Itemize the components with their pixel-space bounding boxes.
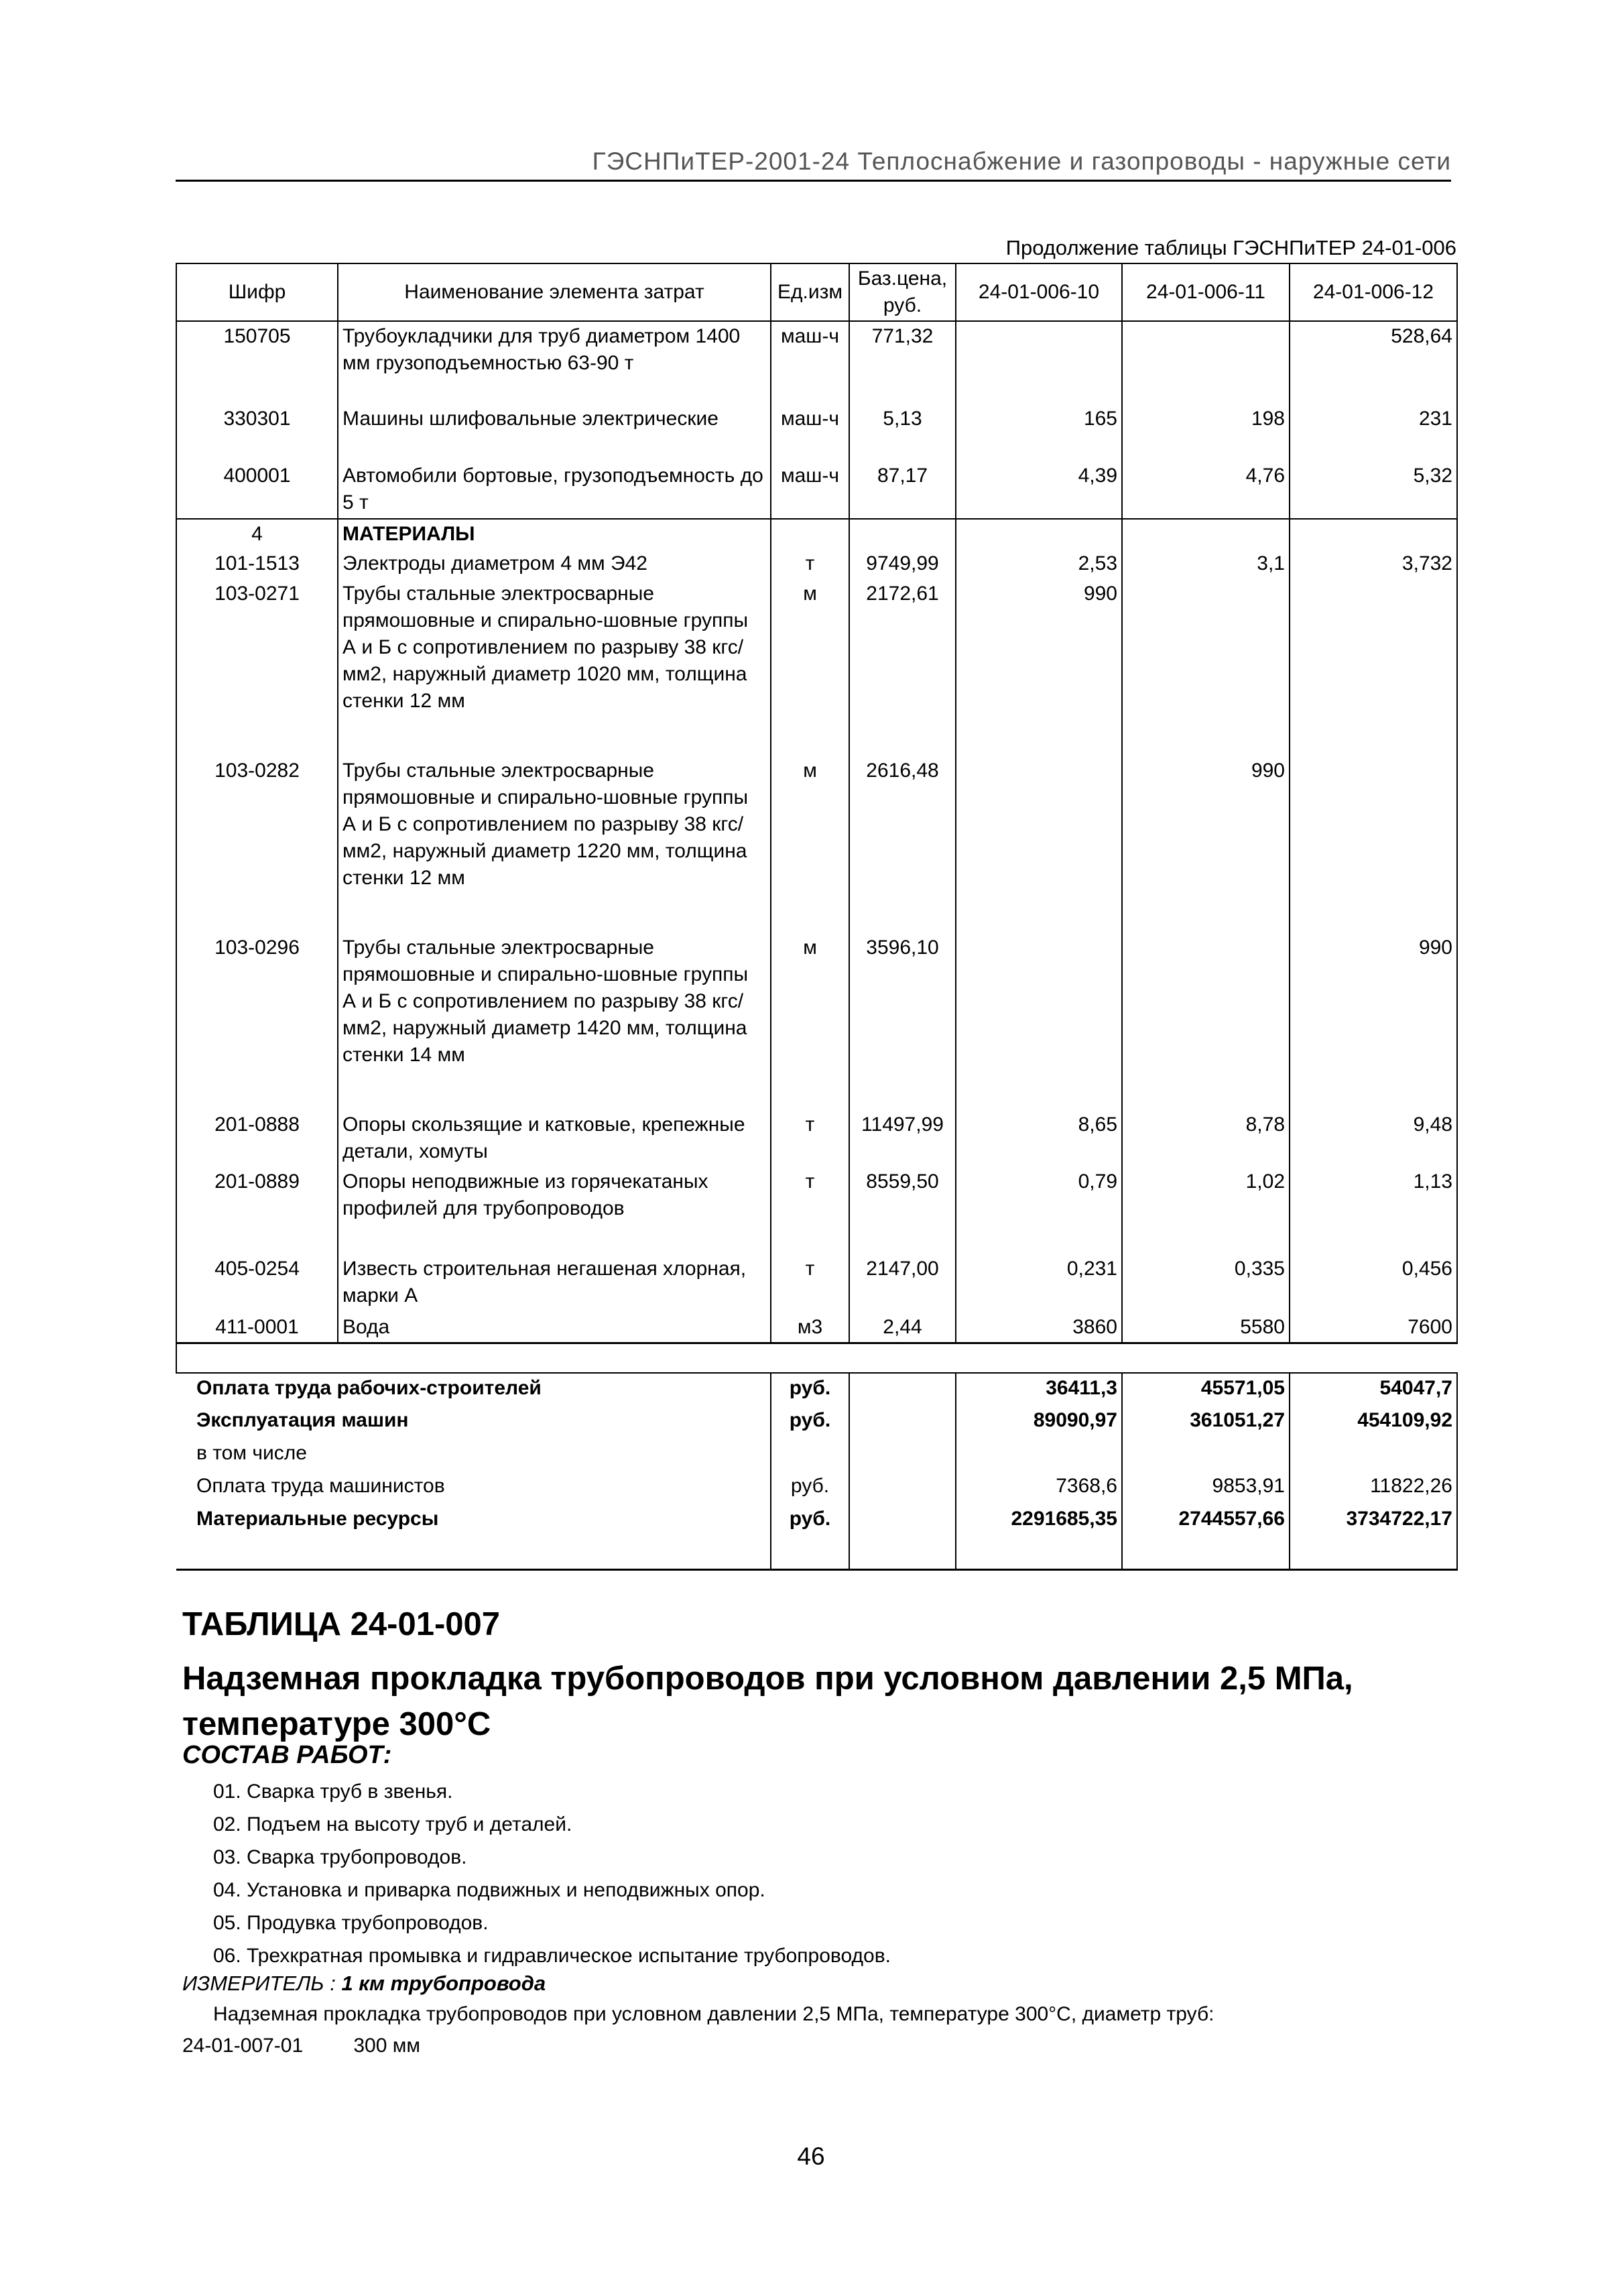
running-header: ГЭСНПиТЕР-2001-24 Теплоснабжение и газопроводы - наружные сети (176, 146, 1451, 182)
cost-norm-10: 36411,3 (956, 1373, 1122, 1406)
cell-name: Опоры скользящие и катковые, крепежные детали, хомуты (338, 1110, 771, 1167)
cell-unit: т (771, 1110, 849, 1167)
cell-norm-10 (956, 321, 1122, 404)
cell-code: 101-1513 (176, 549, 338, 579)
cell-name: Известь строительная негашеная хлорная, марки А (338, 1254, 771, 1313)
cell-price: 2616,48 (849, 756, 956, 933)
table-header-row (176, 263, 1457, 321)
cost-norm-11 (1122, 1439, 1290, 1471)
col-header-name: Наименование элемента затрат (338, 263, 771, 321)
norm-code: 24-01-007-01 (182, 2035, 304, 2057)
cost-label: Оплата труда рабочих-строителей (176, 1373, 771, 1406)
table-row (176, 579, 1457, 756)
table-row (176, 461, 1457, 519)
table-subtitle: Надземная прокладка трубопроводов при условном давлении 2,5 МПа, температуре 300°С (182, 1660, 1353, 1742)
table-row (176, 1254, 1457, 1313)
cost-norm-12: 3734722,17 (1290, 1504, 1457, 1537)
list-item: 02. Подъем на высоту труб и деталей. (213, 1813, 572, 1835)
cell-code: 103-0282 (176, 756, 338, 933)
cost-norm-11: 361051,27 (1122, 1406, 1290, 1439)
cost-row (176, 1537, 1457, 1570)
section-title: МАТЕРИАЛЫ (338, 519, 771, 549)
cost-norm-11: 2744557,66 (1122, 1504, 1290, 1537)
cell-price: 2147,00 (849, 1254, 956, 1313)
cell-code: 330301 (176, 404, 338, 461)
cell-norm-10: 165 (956, 404, 1122, 461)
cost-row (176, 1439, 1457, 1471)
measurement-unit (182, 1972, 546, 1996)
cost-norm-10: 2291685,35 (956, 1504, 1122, 1537)
cost-unit (771, 1439, 849, 1471)
cell-norm-12: 5,32 (1290, 461, 1457, 519)
cost-norm-11: 9853,91 (1122, 1471, 1290, 1504)
cell-name: Автомобили бортовые, грузоподъемность до 5 т (338, 461, 771, 519)
cell-name: Вода (338, 1313, 771, 1343)
section-row (176, 519, 1457, 549)
cell-code: 405-0254 (176, 1254, 338, 1313)
cell-unit: т (771, 549, 849, 579)
resource-table (176, 263, 1458, 1571)
norm-item (182, 2035, 420, 2057)
cell-name: Трубы стальные электросварные прямошовные и спирально-шовные группы А и Б с сопротивлением по разрыву 38 кгс/мм2, наружный диаметр 1220 мм, толщина стенки 12 мм (338, 756, 771, 933)
meter-value: 1 км трубопровода (341, 1972, 546, 1995)
cell-norm-12: 1,13 (1290, 1167, 1457, 1254)
cost-section-row (176, 1343, 1457, 1373)
cell-norm-11: 1,02 (1122, 1167, 1290, 1254)
table-description: Надземная прокладка трубопроводов при условном давлении 2,5 МПа, температуре 300°С, диаметр труб: (213, 2003, 1214, 2025)
cell-norm-10 (956, 756, 1122, 933)
cost-norm-11: 45571,05 (1122, 1373, 1290, 1406)
meter-label: ИЗМЕРИТЕЛЬ : (182, 1972, 336, 1995)
cell-norm-10: 3860 (956, 1313, 1122, 1343)
cell-norm-12: 0,456 (1290, 1254, 1457, 1313)
cell-price: 2,44 (849, 1313, 956, 1343)
table-row (176, 549, 1457, 579)
cost-label: Оплата труда машинистов (176, 1471, 771, 1504)
works-list (213, 1775, 891, 1972)
cell-norm-10: 990 (956, 579, 1122, 756)
cell-norm-11: 990 (1122, 756, 1290, 933)
table-row (176, 321, 1457, 404)
cell-norm-12: 9,48 (1290, 1110, 1457, 1167)
cell-unit: м (771, 933, 849, 1110)
cost-unit: руб. (771, 1504, 849, 1537)
cost-label: в том числе (176, 1439, 771, 1471)
cell-norm-11: 198 (1122, 404, 1290, 461)
cell-price: 9749,99 (849, 549, 956, 579)
cell-price: 8559,50 (849, 1167, 956, 1254)
cell-norm-10 (956, 933, 1122, 1110)
cell-unit: м (771, 579, 849, 756)
cell-unit: т (771, 1167, 849, 1254)
cost-row (176, 1406, 1457, 1439)
cost-unit: руб. (771, 1406, 849, 1439)
cost-norm-12: 54047,7 (1290, 1373, 1457, 1406)
cell-unit: м (771, 756, 849, 933)
page-number: 46 (797, 2142, 825, 2170)
cell-name: Трубоукладчики для труб диаметром 1400 мм грузоподъемностью 63-90 т (338, 321, 771, 404)
cell-norm-12: 7600 (1290, 1313, 1457, 1343)
cell-norm-11: 8,78 (1122, 1110, 1290, 1167)
cell-norm-11 (1122, 933, 1290, 1110)
cell-code: 150705 (176, 321, 338, 404)
cost-row (176, 1373, 1457, 1406)
cell-price: 3596,10 (849, 933, 956, 1110)
list-item: 05. Продувка трубопроводов. (213, 1912, 489, 1934)
col-header-code: Шифр (176, 263, 338, 321)
cell-price: 11497,99 (849, 1110, 956, 1167)
table-row (176, 1313, 1457, 1343)
col-header-price: Баз.цена, руб. (849, 263, 956, 321)
cell-unit: маш-ч (771, 321, 849, 404)
cost-row (176, 1471, 1457, 1504)
cell-unit: т (771, 1254, 849, 1313)
table-row (176, 1110, 1457, 1167)
table-row (176, 933, 1457, 1110)
cell-norm-12: 3,732 (1290, 549, 1457, 579)
table-title: ТАБЛИЦА 24-01-007 (182, 1606, 501, 1642)
list-item: 04. Установка и приварка подвижных и неподвижных опор. (213, 1879, 765, 1901)
cost-norm-10: 89090,97 (956, 1406, 1122, 1439)
list-item: 03. Сварка трубопроводов. (213, 1846, 467, 1868)
cost-row (176, 1504, 1457, 1537)
cost-unit: руб. (771, 1471, 849, 1504)
cell-norm-11 (1122, 579, 1290, 756)
cell-norm-12: 528,64 (1290, 321, 1457, 404)
cell-norm-10: 2,53 (956, 549, 1122, 579)
cell-norm-11: 0,335 (1122, 1254, 1290, 1313)
col-header-unit: Ед.изм (771, 263, 849, 321)
cell-price: 87,17 (849, 461, 956, 519)
cell-norm-12: 231 (1290, 404, 1457, 461)
cell-name: Трубы стальные электросварные прямошовные и спирально-шовные группы А и Б с сопротивлением по разрыву 38 кгс/мм2, наружный диаметр 1420 мм, толщина стенки 14 мм (338, 933, 771, 1110)
col-header-norm-12: 24-01-006-12 (1290, 263, 1457, 321)
cell-price: 5,13 (849, 404, 956, 461)
cell-unit: маш-ч (771, 461, 849, 519)
cell-price: 2172,61 (849, 579, 956, 756)
cell-price: 771,32 (849, 321, 956, 404)
cost-label: Эксплуатация машин (176, 1406, 771, 1439)
cell-norm-12 (1290, 756, 1457, 933)
cell-norm-10: 0,231 (956, 1254, 1122, 1313)
cell-norm-10: 0,79 (956, 1167, 1122, 1254)
cell-norm-12 (1290, 579, 1457, 756)
table-row (176, 404, 1457, 461)
cell-code: 103-0271 (176, 579, 338, 756)
cell-norm-11: 4,76 (1122, 461, 1290, 519)
cell-norm-11: 3,1 (1122, 549, 1290, 579)
col-header-norm-11: 24-01-006-11 (1122, 263, 1290, 321)
cost-unit: руб. (771, 1373, 849, 1406)
cell-code: 201-0888 (176, 1110, 338, 1167)
table-row (176, 1167, 1457, 1254)
cost-norm-12: 11822,26 (1290, 1471, 1457, 1504)
cost-norm-12: 454109,92 (1290, 1406, 1457, 1439)
section-code: 4 (176, 519, 338, 549)
cell-norm-10: 4,39 (956, 461, 1122, 519)
cost-norm-10: 7368,6 (956, 1471, 1122, 1504)
cell-code: 411-0001 (176, 1313, 338, 1343)
cell-norm-10: 8,65 (956, 1110, 1122, 1167)
cell-code: 201-0889 (176, 1167, 338, 1254)
cell-norm-12: 990 (1290, 933, 1457, 1110)
cell-unit: м3 (771, 1313, 849, 1343)
cell-name: Трубы стальные электросварные прямошовные и спирально-шовные группы А и Б с сопротивлением по разрыву 38 кгс/мм2, наружный диаметр 1020 мм, толщина стенки 12 мм (338, 579, 771, 756)
cell-name: Электроды диаметром 4 мм Э42 (338, 549, 771, 579)
table-continuation-caption: Продолжение таблицы ГЭСНПиТЕР 24-01-006 (1005, 236, 1456, 259)
works-heading: СОСТАВ РАБОТ: (182, 1741, 392, 1769)
cell-name: Опоры неподвижные из горячекатаных профилей для трубопроводов (338, 1167, 771, 1254)
cost-norm-10 (956, 1439, 1122, 1471)
list-item: 01. Сварка труб в звенья. (213, 1780, 453, 1803)
norm-value: 300 мм (353, 2035, 420, 2057)
cell-code: 400001 (176, 461, 338, 519)
cell-name: Машины шлифовальные электрические (338, 404, 771, 461)
cell-norm-11 (1122, 321, 1290, 404)
cost-norm-12 (1290, 1439, 1457, 1471)
table-row (176, 756, 1457, 933)
cost-label: Материальные ресурсы (176, 1504, 771, 1537)
cell-unit: маш-ч (771, 404, 849, 461)
cell-norm-11: 5580 (1122, 1313, 1290, 1343)
col-header-norm-10: 24-01-006-10 (956, 263, 1122, 321)
list-item: 06. Трехкратная промывка и гидравлическое испытание трубопроводов. (213, 1945, 891, 1967)
cell-code: 103-0296 (176, 933, 338, 1110)
